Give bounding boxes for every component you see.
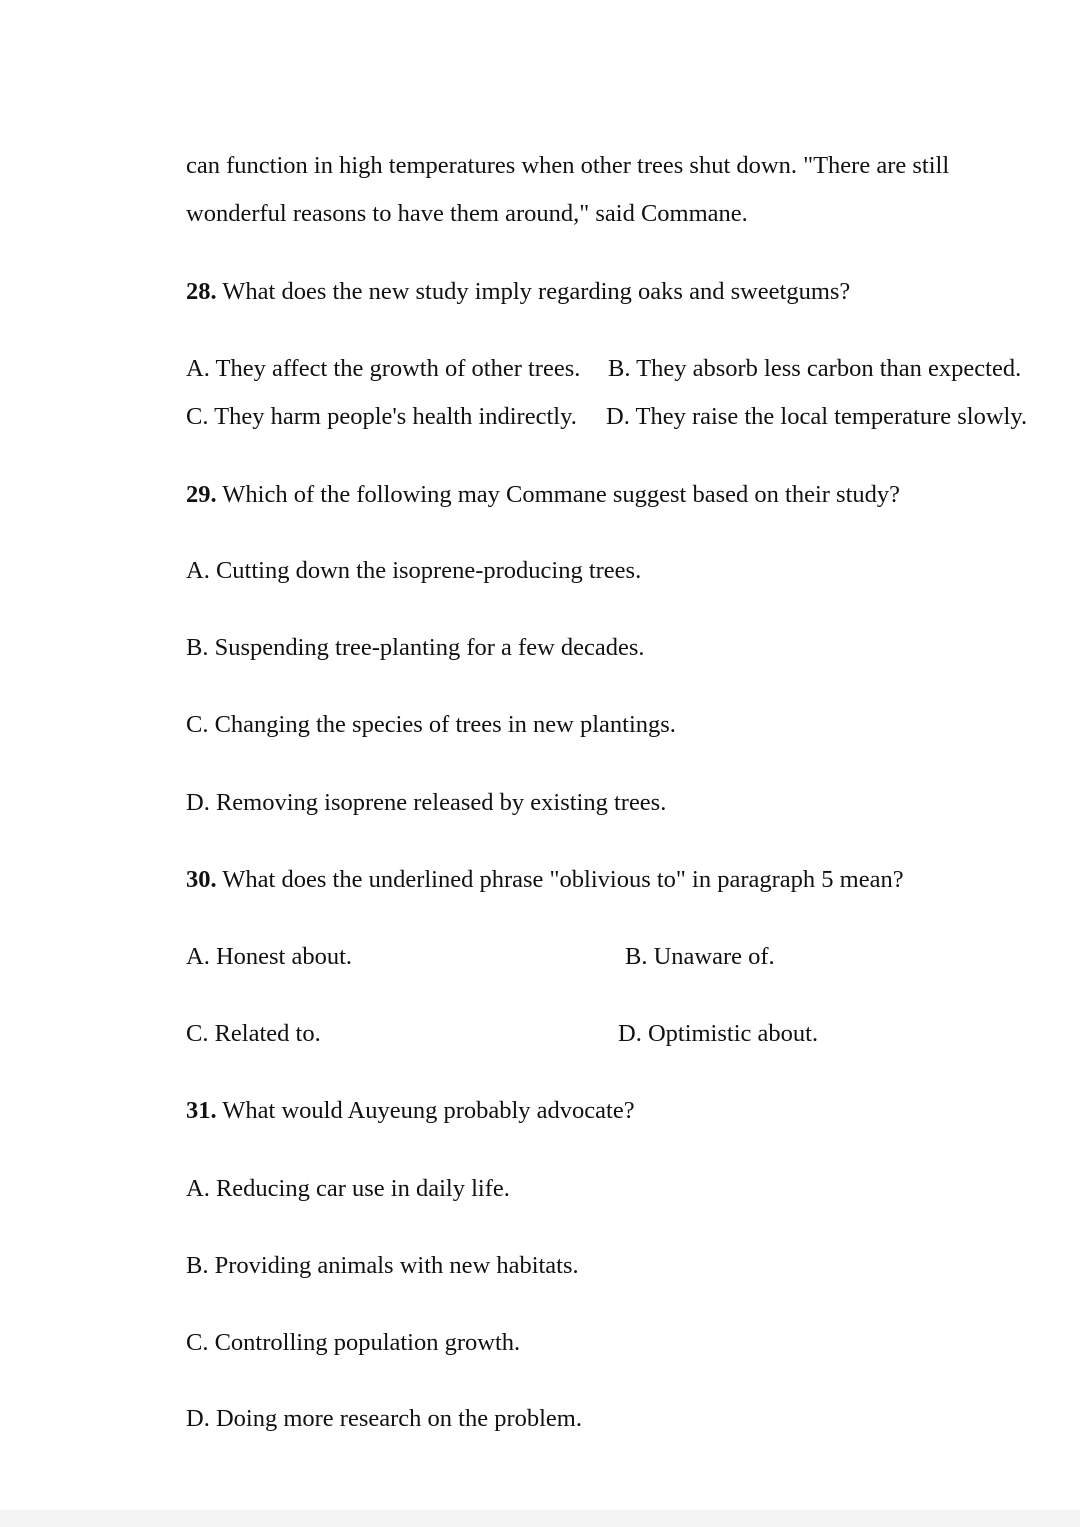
question-31	[186, 1096, 635, 1126]
question-29	[186, 480, 900, 510]
option-31-c: C. Controlling population growth.	[186, 1329, 521, 1356]
passage-line: can function in high temperatures when other trees shut down. "There are still	[186, 152, 950, 179]
question-number: 29.	[186, 481, 217, 508]
question-28	[186, 277, 850, 307]
question-text: Which of the following may Commane suggest based on their study?	[216, 481, 901, 508]
question-text: What would Auyeung probably advocate?	[216, 1097, 635, 1124]
option-28-b: B. They absorb less carbon than expected.	[608, 355, 1022, 382]
option-30-a: A. Honest about.	[186, 943, 353, 970]
question-number: 30.	[186, 866, 217, 893]
option-29-a: A. Cutting down the isoprene-producing trees.	[186, 557, 642, 584]
option-28-d: D. They raise the local temperature slowly.	[606, 403, 1028, 430]
question-text: What does the new study imply regarding oaks and sweetgums?	[216, 278, 851, 305]
question-number: 28.	[186, 278, 217, 305]
option-31-d: D. Doing more research on the problem.	[186, 1405, 582, 1432]
option-28-c: C. They harm people's health indirectly.	[186, 403, 577, 430]
question-text: What does the underlined phrase "oblivious to" in paragraph 5 mean?	[216, 866, 904, 893]
option-29-c: C. Changing the species of trees in new plantings.	[186, 711, 676, 738]
question-30	[186, 865, 904, 895]
passage-line: wonderful reasons to have them around," said Commane.	[186, 200, 748, 227]
option-29-d: D. Removing isoprene released by existing trees.	[186, 789, 667, 816]
option-28-a: A. They affect the growth of other trees.	[186, 355, 581, 382]
option-31-a: A. Reducing car use in daily life.	[186, 1175, 510, 1202]
option-30-b: B. Unaware of.	[625, 943, 775, 970]
option-29-b: B. Suspending tree-planting for a few decades.	[186, 634, 645, 661]
question-number: 31.	[186, 1097, 217, 1124]
option-30-c: C. Related to.	[186, 1020, 321, 1047]
page-bottom-edge	[0, 1510, 1080, 1527]
option-31-b: B. Providing animals with new habitats.	[186, 1252, 579, 1279]
option-30-d: D. Optimistic about.	[618, 1020, 819, 1047]
